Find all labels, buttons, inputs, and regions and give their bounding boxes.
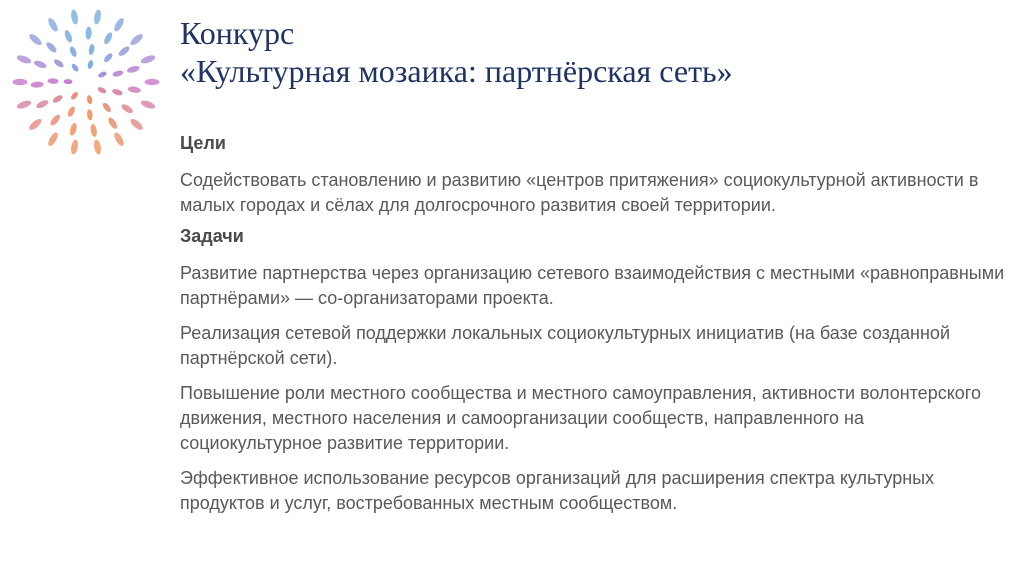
logo-petal	[49, 113, 62, 127]
page-title	[180, 14, 1000, 90]
logo-petal	[70, 63, 79, 73]
task-item: Реализация сетевой поддержки локальных социокультурных инициатив (на базе созданной партнёрской сети).	[180, 323, 950, 368]
logo-petal	[70, 139, 79, 155]
logo-petal	[103, 31, 114, 45]
logo-petal	[69, 45, 78, 57]
logo-petal	[128, 86, 142, 94]
title-line-1: Конкурс	[180, 15, 295, 51]
logo-petal	[129, 32, 145, 47]
logo-petal	[67, 105, 77, 117]
slide-content	[180, 131, 1010, 526]
task-item: Повышение роли местного сообщества и местного самоуправления, активности волонтерского движения, местного населения и самоорганизации сообществ, направленного на социокультурное развитие территории.	[180, 383, 981, 453]
logo-petal	[85, 26, 92, 39]
logo-petal	[90, 124, 98, 138]
logo-petal	[16, 54, 32, 65]
logo-petal	[47, 78, 58, 84]
logo-petal	[129, 117, 145, 132]
logo-petal	[46, 131, 59, 147]
logo-petal	[86, 95, 93, 105]
logo-petal	[30, 81, 43, 88]
logo-petal	[69, 122, 78, 136]
logo-petal	[107, 116, 119, 130]
logo-petal	[117, 45, 131, 58]
logo-petal	[63, 79, 72, 84]
logo-petal	[45, 41, 58, 54]
logo-petal	[35, 99, 49, 110]
logo-petal	[28, 32, 44, 47]
logo-petal	[112, 70, 124, 78]
logo-petal	[97, 86, 107, 95]
tasks-heading: Задачи	[180, 226, 244, 246]
logo-petal	[145, 79, 160, 86]
logo-petal	[112, 131, 125, 147]
task-item: Развитие партнерства через организацию сетевого взаимодействия с местными «равноправными партнёрами» — со-организаторами проекта.	[180, 263, 1005, 308]
goals-heading: Цели	[180, 133, 226, 153]
logo-petal	[97, 70, 107, 78]
logo-petal	[46, 17, 59, 33]
logo-petal	[140, 99, 156, 110]
goals-text: Содействовать становлению и развитию «центров притяжения» социокультурной активности в малых городах и сёлах для долгосрочного развития своей территории.	[180, 170, 979, 215]
logo-petal	[13, 79, 28, 86]
logo-petal	[103, 52, 114, 64]
task-item: Эффективное использование ресурсов организаций для расширения спектра культурных продуктов и услуг, востребованных местным сообществом.	[180, 468, 935, 513]
logo-petal	[140, 54, 156, 65]
logo-petal	[28, 117, 44, 132]
logo-petal	[16, 99, 32, 110]
flower-mosaic-icon	[6, 2, 166, 162]
logo-petal	[111, 88, 123, 97]
logo-petal	[93, 139, 102, 155]
logo-petal	[112, 17, 125, 33]
logo-petal	[86, 109, 93, 121]
logo-petal	[126, 65, 140, 74]
logo-petal	[101, 102, 112, 114]
logo-petal	[70, 9, 79, 25]
title-line-2: «Культурная мозаика: партнёрская сеть»	[180, 53, 733, 89]
logo-petal	[88, 44, 95, 56]
logo-petal	[52, 94, 64, 104]
logo-petal	[70, 91, 80, 101]
logo-petal	[53, 58, 65, 69]
logo-petal	[93, 9, 102, 25]
logo-petal	[63, 29, 73, 43]
logo-petal	[120, 103, 134, 115]
logo-petal	[87, 60, 94, 70]
logo-petal	[33, 59, 47, 69]
